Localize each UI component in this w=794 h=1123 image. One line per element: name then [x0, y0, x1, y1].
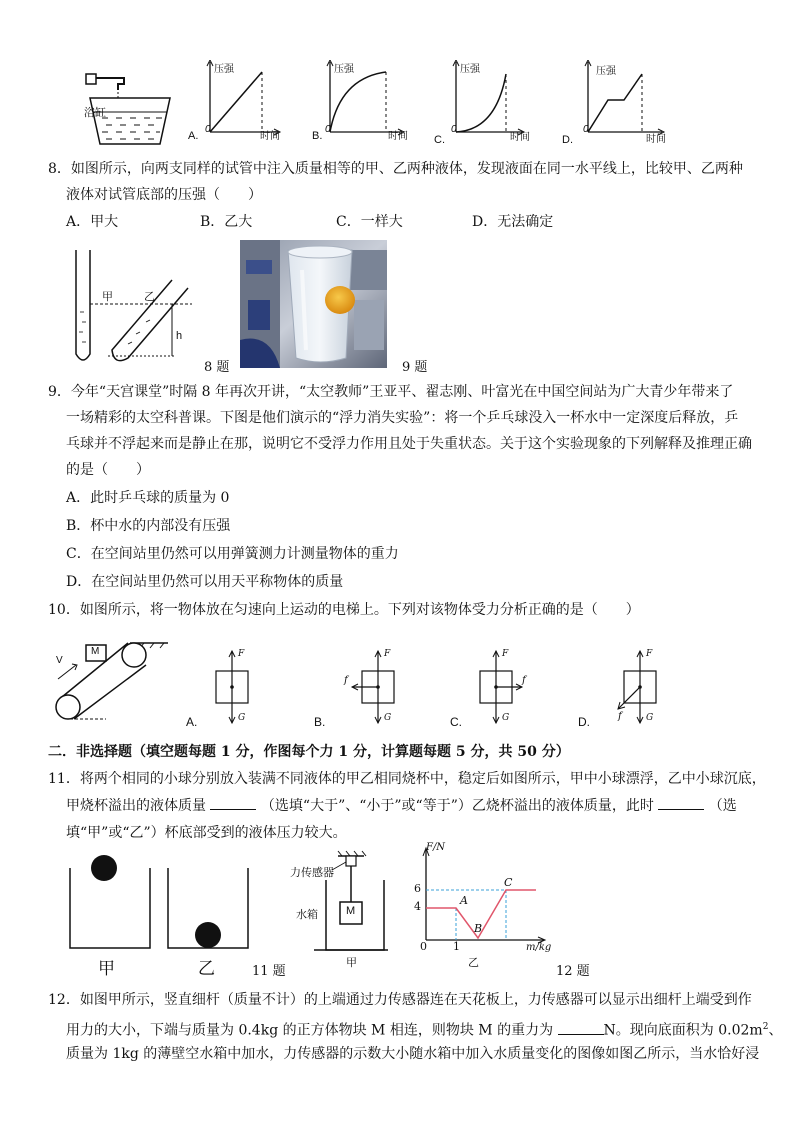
- section-2-title: 二．非选择题（填空题每题 1 分，作图每个力 1 分，计算题每题 5 分，共 50 分）: [48, 744, 570, 760]
- q9-figure-caption: 9 题: [402, 360, 428, 375]
- q12-graph-y-label: F/N: [426, 842, 446, 853]
- q10-b-friction-label: f: [344, 675, 348, 686]
- q12-graph-point-c: C: [504, 876, 513, 889]
- q8-label-h: h: [176, 330, 183, 342]
- q12-graph-x-label: m/kg: [526, 942, 552, 953]
- q10-c-f-label: F: [502, 649, 509, 659]
- q9-option-a: A．此时乒乓球的质量为 0: [66, 490, 230, 506]
- force-diagram-c: [480, 651, 522, 723]
- q9-line-2: 一场精彩的太空科普课。下图是他们演示的“浮力消失实验”：将一个乒乓球没入一杯水中一定深度后释放，乒: [66, 410, 739, 426]
- option-b-letter: B.: [312, 130, 323, 142]
- option-b-x-label: 时间: [388, 131, 408, 142]
- q9-option-d: D．在空间站里仍然可以用天平称物体的质量: [66, 574, 344, 590]
- q10-velocity-label: V: [56, 655, 63, 666]
- q12-jia-caption: 甲: [346, 957, 357, 969]
- q12-line-2: [66, 1016, 782, 1042]
- q12-block-label: M: [346, 905, 356, 917]
- option-d-x-label: 时间: [646, 134, 666, 145]
- q12-tank-label: 水箱: [296, 909, 318, 921]
- option-c-y-label: 压强: [460, 64, 480, 75]
- q10-d-f-label: F: [646, 649, 653, 659]
- q10-option-d-letter: D.: [578, 715, 590, 729]
- option-d-y-label: 压强: [596, 66, 616, 77]
- option-a-letter: A.: [188, 130, 199, 142]
- option-d-letter: D.: [562, 134, 573, 146]
- q11-figure-caption: 11 题: [252, 964, 286, 979]
- option-a-origin: 0: [205, 124, 211, 135]
- q8-label-jia: 甲: [102, 291, 113, 303]
- q10-option-b-letter: B.: [314, 715, 326, 729]
- q8-option-b: B．乙大: [200, 214, 253, 230]
- q9-line-1: 9．今年“天宫课堂”时隔 8 年再次开讲，“太空教师”王亚平、翟志刚、叶富光在中国空间站为广大青少年带来了: [48, 384, 734, 400]
- q9-line-3: 乓球并不浮起来而是静止在那，说明它不受浮力作用且处于失重状态。关于这个实验现象的下列解释及推理正确: [66, 436, 752, 452]
- option-d-origin: 0: [583, 124, 589, 135]
- q11-beaker-figure: [64, 850, 264, 980]
- q9-photo: [240, 240, 387, 368]
- q12-graph-point-a: A: [460, 894, 468, 907]
- q12-line-1: 12．如图甲所示，竖直细杆（质量不计）的上端通过力传感器连在天花板上，力传感器可以显示出细杆上端受到作: [48, 992, 752, 1008]
- q8-option-d: D．无法确定: [472, 214, 554, 230]
- option-a-x-label: 时间: [260, 131, 280, 142]
- q12-figure-caption: 12 题: [556, 964, 590, 979]
- option-c-letter: C.: [434, 134, 445, 146]
- q8-option-a: A．甲大: [66, 214, 119, 230]
- q8-option-c: C．一样大: [336, 214, 403, 230]
- q10-b-g-label: G: [384, 713, 392, 723]
- q12-yi-caption: 乙: [468, 957, 479, 969]
- q11-line-1: 11．将两个相同的小球分别放入装满不同液体的甲乙相同烧杯中，稳定后如图所示，甲中小球漂浮，乙中小球沉底，: [48, 771, 766, 787]
- q10-d-friction-label: f: [618, 711, 622, 722]
- q10-c-friction-label: f: [522, 675, 526, 686]
- q8-test-tube-figure: [68, 250, 200, 368]
- q12-force-graph: [404, 842, 574, 972]
- q12-graph-y-tick-4: 4: [414, 900, 421, 913]
- q11-line-2: [66, 795, 737, 817]
- q11-blank-2[interactable]: [658, 795, 704, 810]
- q9-option-b: B．杯中水的内部没有压强: [66, 518, 231, 534]
- q8-label-yi: 乙: [144, 291, 155, 303]
- option-b-origin: 0: [325, 124, 331, 135]
- q12-blank-1[interactable]: [558, 1020, 604, 1035]
- option-c-origin: 0: [451, 124, 457, 135]
- q10-c-g-label: G: [502, 713, 510, 723]
- q11-blank-1[interactable]: [210, 795, 256, 810]
- q9-option-c: C．在空间站里仍然可以用弹簧测力计测量物体的重力: [66, 546, 399, 562]
- top-figure: [62, 60, 782, 160]
- tub-label: 浴缸: [84, 107, 106, 119]
- q10-a-f-label: F: [238, 649, 245, 659]
- q12-sensor-figure: [288, 850, 394, 968]
- q10-block-label: M: [91, 646, 100, 657]
- q11-line-2-part-b: （选填“大于”、“小于”或“等于”）乙烧杯溢出的液体质量，此时: [260, 798, 654, 814]
- q11-line-3: 填“甲”或“乙”）杯底部受到的液体压力较大。: [66, 825, 347, 841]
- q10-figure: [50, 635, 790, 735]
- q12-graph-point-b: B: [474, 922, 483, 935]
- q11-line-2-part-c: （选: [708, 798, 737, 814]
- q12-line-2-superscript: 2: [762, 1022, 769, 1032]
- q12-graph-origin: 0: [420, 940, 427, 953]
- q11-label-yi: 乙: [198, 959, 215, 979]
- option-b-y-label: 压强: [334, 64, 354, 75]
- q10-b-f-label: F: [384, 649, 391, 659]
- q11-line-2-part-a: 甲烧杯溢出的液体质量: [66, 798, 206, 814]
- option-a-y-label: 压强: [214, 64, 234, 75]
- q10-a-g-label: G: [238, 713, 246, 723]
- q8-line-1: 8．如图所示，向两支同样的试管中注入质量相等的甲、乙两种液体，发现液面在同一水平线上，比较甲、乙两种: [48, 161, 743, 177]
- q10-option-c-letter: C.: [450, 715, 462, 729]
- q12-sensor-label: 力传感器: [290, 867, 334, 879]
- escalator-figure: [56, 643, 168, 719]
- q8-figure-caption: 8 题: [204, 360, 230, 375]
- q10-option-a-letter: A.: [186, 715, 198, 729]
- q10-d-g-label: G: [646, 713, 654, 723]
- q9-line-4: 的是（ ）: [66, 462, 150, 478]
- q12-line-3: 质量为 1kg 的薄壁空水箱中加水，力传感器的示数大小随水箱中加入水质量变化的图像如图乙所示，当水恰好浸: [66, 1046, 760, 1062]
- q8-line-2: 液体对试管底部的压强（ ）: [66, 187, 262, 203]
- q11-label-jia: 甲: [98, 959, 115, 979]
- q12-line-2-part-b: N。现向底面积为 0.02m: [603, 1022, 763, 1039]
- q12-graph-y-tick-6: 6: [414, 882, 421, 895]
- q12-graph-x-tick-1: 1: [453, 940, 460, 953]
- q10-line: 10．如图所示，将一物体放在匀速向上运动的电梯上。下列对该物体受力分析正确的是（ ）: [48, 602, 640, 618]
- option-c-x-label: 时间: [510, 132, 530, 143]
- q12-line-2-part-a: 用力的大小，下端与质量为 0.4kg 的正方体物块 M 相连，则物块 M 的重力为: [66, 1022, 554, 1039]
- q12-line-2-part-c: 、: [768, 1022, 783, 1039]
